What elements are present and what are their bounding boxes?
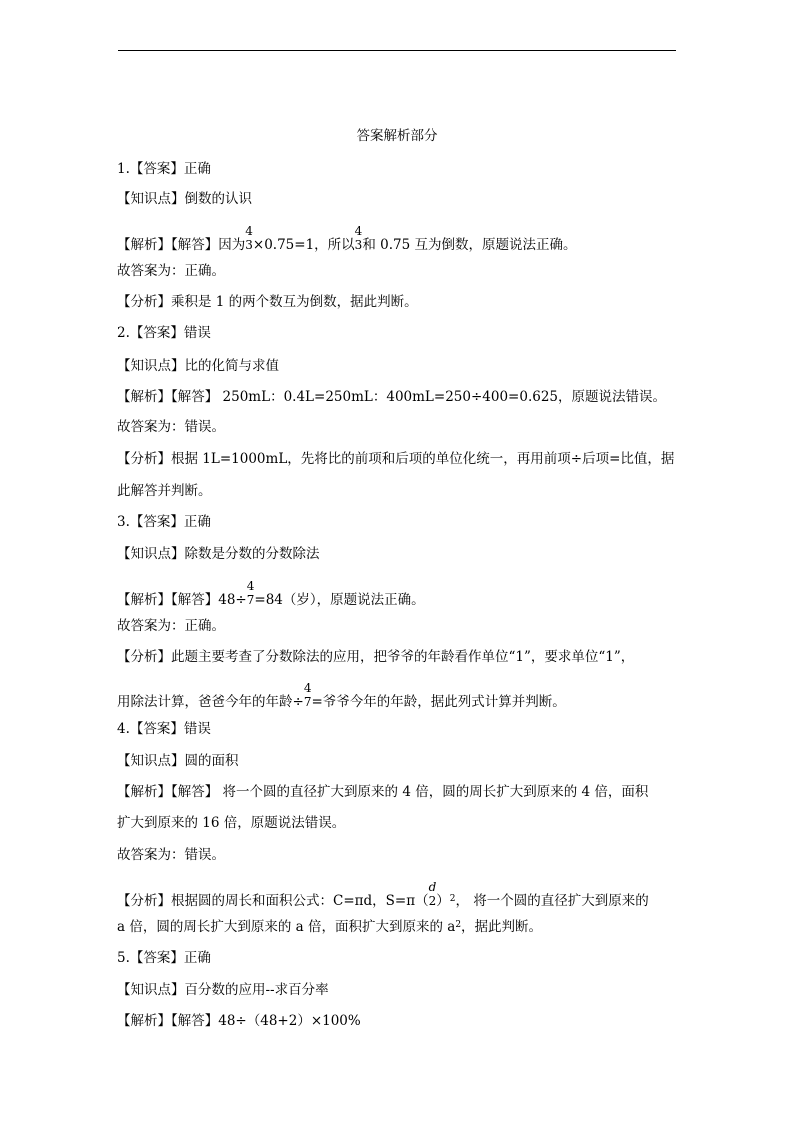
q2-result: 故答案为：错误。	[117, 419, 225, 435]
q4-fraction	[428, 880, 437, 908]
q3-frac2-num: 4	[303, 681, 312, 695]
q2-analysis-line2: 此解答并判断。	[117, 483, 212, 499]
q3-frac-num: 4	[246, 579, 255, 593]
q3-answer: 3.【答案】正确	[117, 514, 211, 530]
q3-fraction-2	[303, 681, 312, 709]
q3-analysis-line2	[117, 681, 566, 710]
q4-analysis-2b: ，据此判断。	[461, 919, 543, 935]
q3-analysis-line1: 【分析】此题主要考查了分数除法的应用，把爷爷的年龄看作单位“1”，要求单位“1”，	[117, 649, 635, 665]
q3-fraction	[246, 579, 255, 607]
q4-explain-line1: 【解析】【解答】 将一个圆的直径扩大到原来的 4 倍，圆的周长扩大到原来的 4 倍，面积	[117, 784, 649, 800]
q4-result: 故答案为：错误。	[117, 847, 225, 863]
q3-frac2-den: 7	[303, 695, 312, 709]
q4-knowledge: 【知识点】圆的面积	[117, 753, 239, 769]
q5-explain: 【解析】【解答】48÷（48+2）×100%	[117, 1013, 361, 1029]
q3-explain-a: 【解析】【解答】48÷	[117, 592, 247, 608]
q1-explain-c: 和 0.75 互为倒数，原题说法正确。	[362, 237, 577, 253]
q4-analysis-a: 【分析】根据圆的周长和面积公式：C=πd，S=π（	[117, 893, 429, 909]
q2-answer: 2.【答案】错误	[117, 325, 211, 341]
q1-fraction	[245, 224, 253, 252]
q4-answer: 4.【答案】错误	[117, 721, 211, 737]
q1-explain	[117, 224, 577, 253]
q1-analysis: 【分析】乘积是 1 的两个数互为倒数，据此判断。	[117, 294, 418, 310]
q1-frac-num: 4	[245, 224, 253, 238]
q4-analysis-line2	[117, 915, 542, 935]
q4-square: 2	[449, 894, 456, 904]
q2-analysis-line1: 【分析】根据 1L=1000mL，先将比的前项和后项的单位化统一，再用前项÷后项=比值，据	[117, 451, 675, 467]
q3-knowledge: 【知识点】除数是分数的分数除法	[117, 546, 320, 562]
q1-frac2-den: 3	[354, 238, 363, 252]
q3-frac-den: 7	[246, 593, 255, 607]
q2-knowledge: 【知识点】比的化简与求值	[117, 358, 279, 374]
q4-analysis-c: ， 将一个圆的直径扩大到原来的	[455, 893, 649, 909]
q1-explain-a: 【解析】【解答】因为	[117, 237, 246, 253]
q1-knowledge: 【知识点】倒数的认识	[117, 191, 252, 207]
q1-fraction-2	[354, 224, 363, 252]
q1-answer: 1.【答案】正确	[117, 161, 211, 177]
q1-frac2-num: 4	[354, 224, 363, 238]
q3-explain-b: =84（岁），原题说法正确。	[254, 592, 425, 608]
q5-knowledge: 【知识点】百分数的应用--求百分率	[117, 982, 329, 998]
q4-explain-line2: 扩大到原来的 16 倍，原题说法错误。	[117, 815, 346, 831]
q3-explain	[117, 579, 425, 608]
q3-analysis-2a: 用除法计算，爸爸今年的年龄÷	[117, 694, 304, 710]
page-title: 答案解析部分	[356, 128, 438, 144]
q5-answer: 5.【答案】正确	[117, 950, 211, 966]
q4-square-2: 2	[455, 920, 462, 930]
q1-frac-den: 3	[245, 238, 253, 252]
header-rule	[118, 50, 676, 51]
q4-analysis-line1	[117, 880, 649, 909]
q1-explain-b: ×0.75=1，所以	[252, 237, 355, 253]
q4-frac-den: 2	[428, 894, 437, 908]
q4-frac-num: d	[428, 880, 437, 894]
q4-analysis-2a: a 倍，圆的周长扩大到原来的 a 倍，面积扩大到原来的 a	[117, 919, 456, 935]
q3-analysis-2b: =爷爷今年的年龄，据此列式计算并判断。	[311, 694, 566, 710]
q3-result: 故答案为：正确。	[117, 618, 225, 634]
q1-result: 故答案为：正确。	[117, 263, 225, 279]
q4-analysis-b: ）	[436, 893, 450, 909]
q2-explain: 【解析】【解答】 250mL：0.4L=250mL：400mL=250÷400=0.625，原题说法错误。	[117, 389, 667, 405]
